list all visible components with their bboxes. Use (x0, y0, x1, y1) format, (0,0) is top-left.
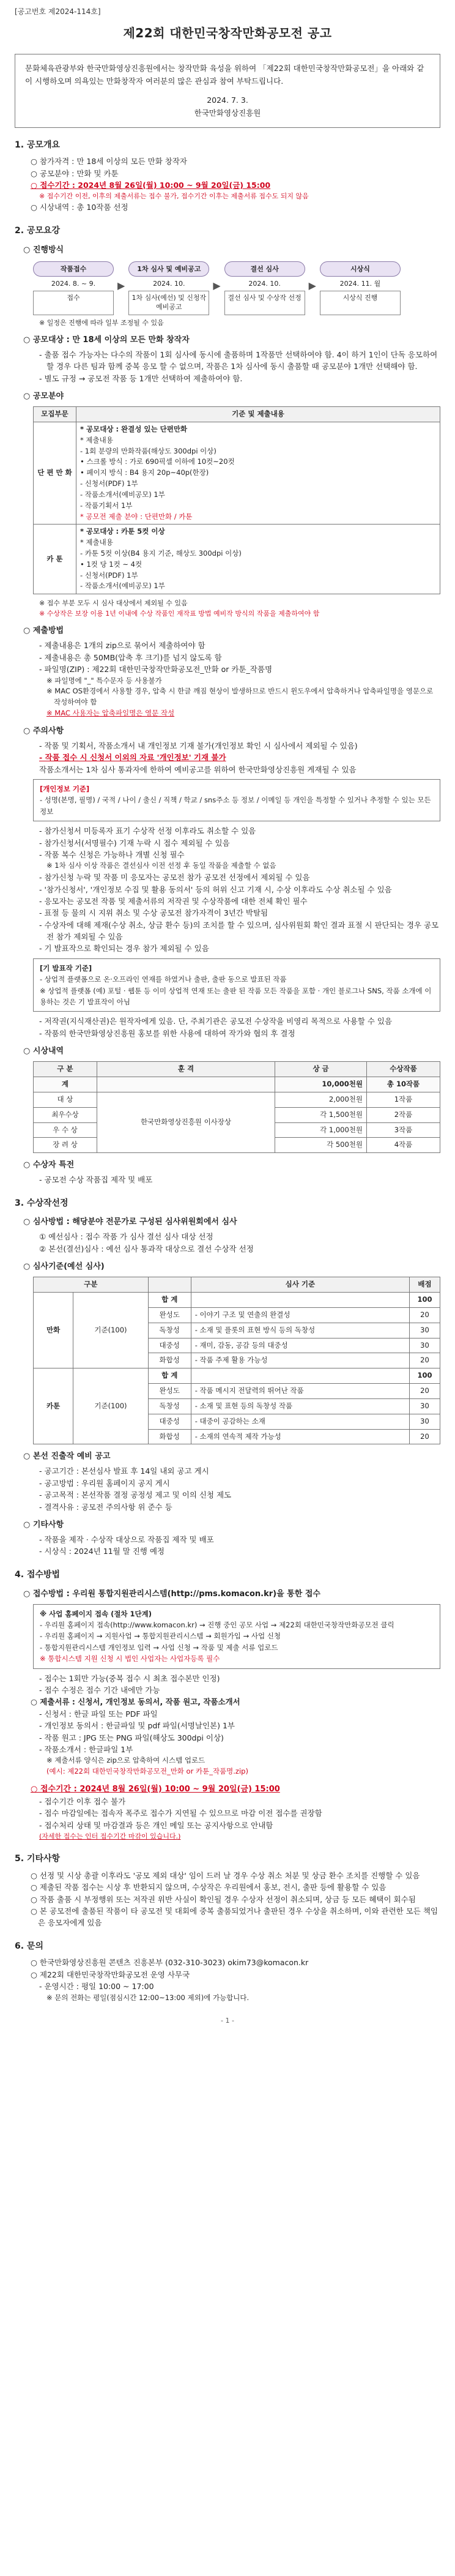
field-name: 단 편 만 화 (34, 422, 76, 525)
contact-item: ○ 한국만화영상진흥원 콘텐츠 진흥본부 (032-310-3023) okim73@komacon.kr (31, 1958, 309, 1968)
table-cell: - 작품 주제 활용 가능성 (191, 1353, 409, 1368)
award-after-item: - 공모전 수상 작품집 제작 및 배포 (39, 1175, 153, 1185)
field-line: * 공모전 제출 분야 : 단편만화 / 카툰 (80, 512, 193, 521)
deadline: ○ 접수기간 : 2024년 8월 26일(월) 10:00 ~ 9월 20일(금) 15:00 (31, 1784, 280, 1794)
flow-step-box: 1차 심사(예선) 및 신청작 예비공고 (128, 291, 209, 315)
extra-item: - 개인정보 동의서 : 한글파일 및 pdf 파일(서명날인본) 1부 (39, 1721, 235, 1731)
table-cell: 20 (410, 1429, 440, 1444)
field-line: - 신청서(PDF) 1부 (80, 479, 138, 488)
field-content (76, 422, 440, 525)
jury-item: ① 예선심사 : 접수 작품 가 심사 결선 심사 대상 선정 (39, 1232, 213, 1242)
s5-item: ○ 선정 및 시상 총괄 이후라도 '공모 제외 대상' 임이 드러 날 경우 수상 취소 처분 및 상금 환수 조치를 진행할 수 있음 (31, 1870, 420, 1880)
final-item: - 공고방법 : 우리원 홈페이지 공지 게시 (39, 1478, 170, 1488)
field-line: • 페이지 방식 : B4 용지 20p~40p(한장) (80, 468, 209, 477)
table-cell: 20 (410, 1384, 440, 1399)
flow-step-box: 접수 (33, 291, 114, 315)
table-header: 구 분 (34, 1062, 97, 1077)
final-item: - 공고목적 : 본선작품 결정 공정성 제고 및 이의 신청 제도 (39, 1490, 232, 1500)
flow-step-head: 시상식 (320, 261, 401, 277)
flow-step-head: 결선 심사 (224, 261, 305, 277)
deadline-item: - 접수처리 상태 및 마감결과 등은 개인 메일 또는 공지사항으로 안내함 (39, 1820, 273, 1830)
extra-item: - 접수는 1회만 가능(중복 접수 시 최초 접수본만 인정) (39, 1673, 220, 1683)
table-cell: 대중성 (148, 1414, 191, 1429)
extra-item: (예시: 제22회 대한민국창작만화공모전_만화 or 카툰_작품명.zip) (46, 1767, 248, 1776)
rules-item: - '참가신청서', '개인정보 수집 및 활용 동의서' 등의 허위 신고 기재 시, 수상 이후라도 수상 취소될 수 있음 (39, 884, 392, 894)
flow-step-4 (320, 261, 401, 315)
jury-item: ② 본선(결선)심사 : 예선 심사 통과작 대상으로 결선 수상작 선정 (39, 1244, 254, 1253)
flow-step-date: 2024. 10. (153, 279, 185, 288)
table-cell (191, 1368, 409, 1384)
field-content (76, 525, 440, 594)
flow-step-3 (224, 261, 305, 315)
extra-item: - 접수 수정은 접수 기간 내에만 가능 (39, 1686, 160, 1695)
intro-org: 한국만화영상진흥원 (194, 108, 261, 118)
table-row (34, 422, 440, 525)
table-header: 훈 격 (97, 1062, 275, 1077)
table-cell: 1작품 (367, 1092, 440, 1107)
table-cell: - 이야기 구조 및 연출의 완결성 (191, 1308, 409, 1323)
process-flow (33, 261, 440, 315)
table-cell: 최우수상 (34, 1107, 97, 1122)
field-table (33, 406, 440, 594)
portal-line: ※ 통합시스템 지원 신청 시 법인 사업자는 사업자등록 필수 (40, 1654, 220, 1663)
contact-item: ○ 제22회 대한민국창작만화공모전 운영 사무국 (31, 1969, 190, 1979)
box-text: - 성명(본명, 필명) / 국적 / 나이 / 출신 / 직책 / 학교 / sns주소 등 정보 / 이메일 등 개인을 특정할 수 있거나 추정할 수 있는 모든 정보 (40, 796, 431, 816)
extra-item: - 신청서 : 한글 파일 또는 PDF 파일 (39, 1709, 158, 1719)
table-cell: 30 (410, 1338, 440, 1353)
rules-item: - 표절 등 물의 시 지위 취소 및 수상 공모전 참가자격이 3년간 박탈됨 (39, 908, 268, 918)
flow-step-head: 작품접수 (33, 261, 114, 277)
s1-item-0: ○ 참가자격 : 만 18세 이상의 모든 만화 창작자 (31, 157, 188, 166)
flow-title: ○ 진행방식 (23, 245, 64, 255)
criteria-sub: 기준(100) (73, 1293, 149, 1368)
page-title: 제22회 대한민국창작만화공모전 공고 (123, 25, 332, 40)
flow-step-box: 시상식 진행 (320, 291, 401, 315)
flow-note: ※ 일정은 진행에 따라 일부 조정될 수 있음 (39, 318, 164, 327)
section-2-title: 2. 공모요강 (15, 225, 61, 236)
rules-item: - 참가신청 누락 및 작품 미 응모자는 공모전 참가 공모전 선정에서 제외될 수 있음 (39, 873, 310, 883)
field-name: 카 툰 (34, 525, 76, 594)
field-line: - 작품소개서(예비공모) 1부 (80, 581, 165, 591)
table-header: 수상작품 (367, 1062, 440, 1077)
extra-item: ※ 제출서류 양식은 zip으로 압축하여 시스템 업로드 (46, 1756, 205, 1765)
section-3-title: 3. 수상작선정 (15, 1198, 68, 1208)
section-4-title: 4. 접수방법 (15, 1569, 61, 1580)
arrow-right-icon: ▶ (308, 279, 316, 291)
etc-item: - 작품을 제작 · 수상작 대상으로 작품집 제작 및 배포 (39, 1535, 214, 1545)
field-line: - 작품기획서 1부 (80, 501, 133, 510)
table-row (34, 1077, 440, 1092)
submit-title: ○ 제출방법 (23, 626, 64, 636)
table-cell: 합 계 (148, 1293, 191, 1308)
field-note: ※ 수상작은 보장 이용 1년 이내에 수상 작품인 재작표 방법 예비작 방식의 작품을 제출하여야 함 (39, 610, 320, 618)
portal-box (33, 1604, 440, 1669)
submit-item: - 제출내용은 1개의 zip으로 묶어서 제출하여야 함 (39, 641, 205, 651)
table-cell: 100 (410, 1368, 440, 1384)
field-line: - 카툰 5컷 이상(B4 용지 기준, 해상도 300dpi 이상) (80, 548, 242, 558)
table-cell: 우 수 상 (34, 1122, 97, 1138)
table-cell: 2작품 (367, 1107, 440, 1122)
criteria-table (33, 1277, 440, 1444)
table-cell: 독창성 (148, 1323, 191, 1338)
field-title: ○ 공모분야 (23, 392, 64, 401)
extra-item: ○ 제출서류 : 신청서, 개인정보 동의서, 작품 원고, 작품소개서 (31, 1697, 240, 1707)
rules-item: ※ 1차 심사 이상 작품은 결선심사 이전 선정 후 동일 작품을 제출할 수 없음 (46, 861, 276, 870)
field-line: * 공모대상 : 완결성 있는 단편만화 (80, 425, 188, 434)
arrow-right-icon: ▶ (117, 279, 125, 291)
field-note: ※ 접수 부분 모두 시 심사 대상에서 제외될 수 있음 (39, 599, 188, 608)
table-cell: 한국만화영상진흥원 이사장상 (97, 1092, 275, 1152)
arrow-right-icon: ▶ (213, 279, 221, 291)
table-cell: - 소재 및 표현 등의 독창성 작품 (191, 1398, 409, 1414)
final-title: ○ 본선 진출작 예비 공고 (23, 1452, 111, 1462)
table-header: 모집부문 (34, 407, 76, 422)
eligibility-item: - 별도 규정 → 공모전 작품 등 1개만 선택하여 제출하여야 함. (39, 373, 243, 383)
field-line: • 1컷 당 1컷 ~ 4컷 (80, 559, 142, 569)
rules-item: - 수상자에 대해 제재(수상 취소, 상금 환수 등)의 조치를 할 수 있으며, 심사위원회 확인 결과 표절 시 판단되는 경우 공모전 참가 제외될 수 있음 (39, 920, 439, 942)
s1-item-1: ○ 공모분야 : 만화 및 카툰 (31, 168, 119, 178)
section-1-title: 1. 공모개요 (15, 140, 61, 150)
table-header: 기준 및 제출내용 (76, 407, 440, 422)
table-row (34, 1293, 440, 1308)
flow-step-1 (33, 261, 114, 315)
table-cell: 3작품 (367, 1122, 440, 1138)
portal-title: ○ 접수방법 : 우리원 통합지원관리시스템(http://pms.komacon.kr)을 통한 접수 (23, 1589, 320, 1599)
table-cell: 장 려 상 (34, 1138, 97, 1153)
deadline-note: (자세한 접수는 인터 접수기간 마감이 있습니다.) (39, 1832, 181, 1841)
table-cell: - 소재 및 플롯의 표현 방식 등의 독창성 (191, 1323, 409, 1338)
table-cell: 20 (410, 1308, 440, 1323)
final-item: - 결격사유 : 공모전 주의사항 위 준수 등 (39, 1502, 172, 1512)
portal-line: ※ 사업 홈페이지 접속 (절차 1단계) (40, 1609, 152, 1618)
table-header: 상 금 (275, 1062, 367, 1077)
table-cell: 30 (410, 1323, 440, 1338)
deadline-item: - 접수 마감일에는 접속자 폭주로 접수가 지연될 수 있으므로 마감 이전 접수를 권장함 (39, 1809, 322, 1818)
rules-item: - 작품 복수 신청은 가능하나 개별 신청 필수 (39, 850, 185, 859)
table-cell: 대 상 (34, 1092, 97, 1107)
table-cell: - 소재의 연속적 제작 가능성 (191, 1429, 409, 1444)
table-cell: - 재미, 감동, 공감 등의 대중성 (191, 1338, 409, 1353)
s1-item-4: ○ 시상내역 : 총 10작품 선정 (31, 203, 128, 212)
flow-step-date: 2024. 11. 월 (339, 279, 381, 288)
portal-line: - 우리원 홈페이지 접속(http://www.komacon.kr) → 진행 중인 공모 사업 → 제22회 대한민국창작만화공모전 클릭 (40, 1621, 394, 1630)
published-work-box (33, 958, 440, 1012)
caution-title: ○ 주의사항 (23, 726, 64, 736)
table-cell (97, 1077, 275, 1092)
private-info-box (33, 779, 440, 821)
intro-box (15, 54, 440, 128)
table-header (148, 1277, 191, 1293)
table-cell: 각 1,500천원 (275, 1107, 367, 1122)
table-cell: 20 (410, 1353, 440, 1368)
field-line: - 작품소개서(예비공모) 1부 (80, 490, 165, 499)
table-cell: 합 계 (148, 1368, 191, 1384)
table-cell: 10,000천원 (275, 1077, 367, 1092)
eligibility-item: - 출품 접수 가능자는 다수의 작품이 1회 심사에 동시에 출품하며 1작품만 선택하여야 함. 4이 하거 1인이 단독 응모하여 할 경우 다른 팀과 함께 중복 응모 할 수 없으며, 작품은 1차 심사에 동시 출품할 때 공모분야 1개만 선택해야 함. (39, 349, 438, 371)
rules-item: - 응모자는 공모전 작품 및 제출서류의 저작권 및 수상작품에 대한 전체 확인 필수 (39, 896, 308, 906)
extra-item: - 작품 원고 : JPG 또는 PNG 파일(해상도 300dpi 이상) (39, 1733, 224, 1742)
table-cell: 100 (410, 1293, 440, 1308)
table-cell: 30 (410, 1398, 440, 1414)
table-row (34, 525, 440, 594)
rules-item: - 참가신청서(서명필수) 기재 누락 시 접수 제외될 수 있음 (39, 838, 230, 848)
table-cell: 독창성 (148, 1398, 191, 1414)
flow-step-date: 2024. 8. ~ 9. (51, 279, 96, 288)
caution-item: - 작품 접수 시 신청서 이외의 자료 '개인정보' 기재 불가 (39, 753, 226, 763)
table-cell: - 대중이 공감하는 소재 (191, 1414, 409, 1429)
field-line: * 제출내용 (80, 435, 113, 444)
final-item: - 공고기간 : 본선심사 발표 후 14일 내외 공고 게시 (39, 1466, 209, 1476)
s1-item-2: ○ 접수기간 : 2024년 8월 26일(월) 10:00 ~ 9월 20일(금) 15:00 (31, 181, 271, 190)
box-title: [기 발표작 기준] (40, 963, 92, 973)
table-cell (191, 1293, 409, 1308)
table-cell: 완성도 (148, 1308, 191, 1323)
page-number: - 1 - (221, 2017, 234, 2025)
table-header: 구분 (34, 1277, 149, 1293)
table-cell: 화합성 (148, 1353, 191, 1368)
eligibility-title: ○ 공모대상 : 만 18세 이상의 모든 만화 창작자 (23, 335, 190, 345)
deadline-item: - 접수기간 이후 접수 불가 (39, 1797, 126, 1807)
table-cell: 화합성 (148, 1429, 191, 1444)
award-after-title: ○ 수상자 특전 (23, 1160, 75, 1170)
submit-item: ※ MAC 사용자는 압축파일명은 영문 작성 (46, 709, 175, 717)
notice-number: [공고번호 제2024-114호] (15, 7, 101, 16)
field-line: - 신청서(PDF) 1부 (80, 570, 138, 580)
box-title: [개인정보 기준] (40, 785, 90, 794)
table-row (34, 1092, 440, 1107)
criteria-group: 만화 (34, 1293, 73, 1368)
table-cell: 계 (34, 1077, 97, 1092)
caution-item: - 작품 및 기획서, 작품소개서 내 개인정보 기재 불가(개인정보 확인 시 심사에서 제외될 수 있음) (39, 741, 358, 750)
field-line: - 1회 분량의 만화작품(해상도 300dpi 이상) (80, 446, 216, 455)
table-header: 심사 기준 (191, 1277, 409, 1293)
s5-item: ○ 제출된 작품 접수는 시상 후 반환되지 않으며, 수상작은 우리원에서 홍보, 전시, 출판 등에 활용할 수 있음 (31, 1883, 387, 1892)
table-cell: 2,000천원 (275, 1092, 367, 1107)
intro-text: 문화체육관광부와 한국만화영상진흥원에서는 창작만화 육성을 위하여 「제22회 대한민국창작만화공모전」을 아래와 같이 시행하오며 의욕있는 만화창작자 여러분의 많은 관심과 참여 부탁드립니다. (25, 63, 424, 86)
section-5-title: 5. 기타사항 (15, 1854, 61, 1864)
etc-title: ○ 기타사항 (23, 1520, 64, 1529)
box-text: - 상업적 플랫폼으로 온·오프라인 연재를 하였거나 출판, 출판 동으로 발표된 작품 ※ 상업적 플랫폼 (예) 포털 · 웹툰 등 이미 상업적 연재 또는 출판 된 작품 모든 작품을 포함 · 개인 블로그나 SNS, 작품 소개에 이용하는 것은 기 발표작이 아님 (40, 975, 432, 1006)
contact-item: ※ 문의 전화는 평일(점심시간 12:00~13:00 제외)에 가능합니다. (46, 1993, 250, 2002)
criteria-sub: 기준(100) (73, 1368, 149, 1444)
s5-item: ○ 작품 출품 시 부정행위 또는 저작권 위반 사실이 확인될 경우 수상자 선정이 취소되며, 상금 등 모든 혜택이 회수됨 (31, 1894, 416, 1904)
field-line: * 제출내용 (80, 538, 113, 547)
flow-step-box: 결선 심사 및 수상작 선정 (224, 291, 305, 315)
flow-step-2 (128, 261, 209, 315)
table-cell: 각 500천원 (275, 1138, 367, 1153)
field-line: * 공모대상 : 카툰 5컷 이상 (80, 527, 165, 536)
section-6-title: 6. 문의 (15, 1941, 43, 1951)
submit-item: ※ 파일명에 "_" 특수문자 등 사용불가 (46, 676, 162, 685)
portal-line: - 통합지원관리시스템 개인정보 입력 → 사업 신청 → 작품 및 제출 서류 업로드 (40, 1643, 278, 1652)
table-cell: 30 (410, 1414, 440, 1429)
etc-item: - 시상식 : 2024년 11월 말 진행 예정 (39, 1547, 165, 1556)
submit-item: ※ MAC OS환경에서 사용할 경우, 압축 시 한글 깨짐 현상이 발생하므로 반드시 윈도우에서 압축하거나 압축파일명을 영문으로 작성하여야 함 (46, 687, 434, 707)
submit-item: - 파일명(ZIP) : 제22회 대한민국창작만화공모전_만화 or 카툰_작품명 (39, 665, 273, 674)
after-item: - 저작권(지식재산권)은 원작자에게 있음. 단, 주최기관은 공모전 수상작을 비영리 목적으로 사용할 수 있음 (39, 1017, 393, 1026)
table-cell: 대중성 (148, 1338, 191, 1353)
flow-step-date: 2024. 10. (248, 279, 281, 288)
submit-item: - 제출내용은 총 50MB(압축 후 크기)를 넘지 않도록 함 (39, 652, 222, 662)
table-cell: 4작품 (367, 1138, 440, 1153)
extra-item: - 작품소개서 : 한글파일 1부 (39, 1744, 133, 1754)
criteria-group: 카툰 (34, 1368, 73, 1444)
table-header: 배점 (410, 1277, 440, 1293)
table-cell: 각 1,000천원 (275, 1122, 367, 1138)
intro-date: 2024. 7. 3. (207, 95, 248, 105)
portal-line: - 우리원 홈페이지 → 지원사업 → 통합지원관리시스템 → 회원가입 → 사업 신청 (40, 1632, 281, 1641)
s1-item-3: ※ 접수기간 이전, 이후의 제출서류는 접수 불가, 접수기간 이후는 제출서류 접수도 되지 않음 (39, 192, 309, 201)
table-cell: 총 10작품 (367, 1077, 440, 1092)
table-cell: - 작품 메시지 전달력의 뛰어난 작품 (191, 1384, 409, 1399)
flow-step-head: 1차 심사 및 예비공고 (128, 261, 209, 277)
rules-item: - 참가신청서 미등록자 표기 수상작 선정 이후라도 취소할 수 있음 (39, 826, 256, 836)
table-row (34, 1368, 440, 1384)
field-line: • 스크롤 방식 : 가로 690픽셀 이하에 10컷~20컷 (80, 457, 235, 466)
contact-item: - 운영시간 : 평일 10:00 ~ 17:00 (39, 1982, 154, 1992)
rules-item: - 기 발표작으로 확인되는 경우 참가 제외될 수 있음 (39, 944, 209, 954)
award-table (33, 1061, 440, 1153)
table-cell: 완성도 (148, 1384, 191, 1399)
jury-title: ○ 심사방법 : 해당분야 전문가로 구성된 심사위원회에서 심사 (23, 1217, 237, 1227)
s5-item: ○ 본 공모전에 출품된 작품이 타 공모전 및 대회에 중복 출품되었거나 출판된 경우 수상을 취소하며, 이와 관련한 모든 책임은 응모자에게 있음 (31, 1906, 438, 1928)
award-title: ○ 시상내역 (23, 1047, 64, 1056)
criteria-title: ○ 심사기준(예선 심사) (23, 1262, 105, 1272)
caution-item: 작품소개서는 1차 심사 통과자에 한하여 예비공고를 위하여 한국만화영상진흥원 게재될 수 있음 (39, 764, 357, 774)
after-item: - 작품의 한국만화영상진흥원 홍보를 위한 사용에 대하여 작가와 협의 후 결정 (39, 1028, 295, 1038)
